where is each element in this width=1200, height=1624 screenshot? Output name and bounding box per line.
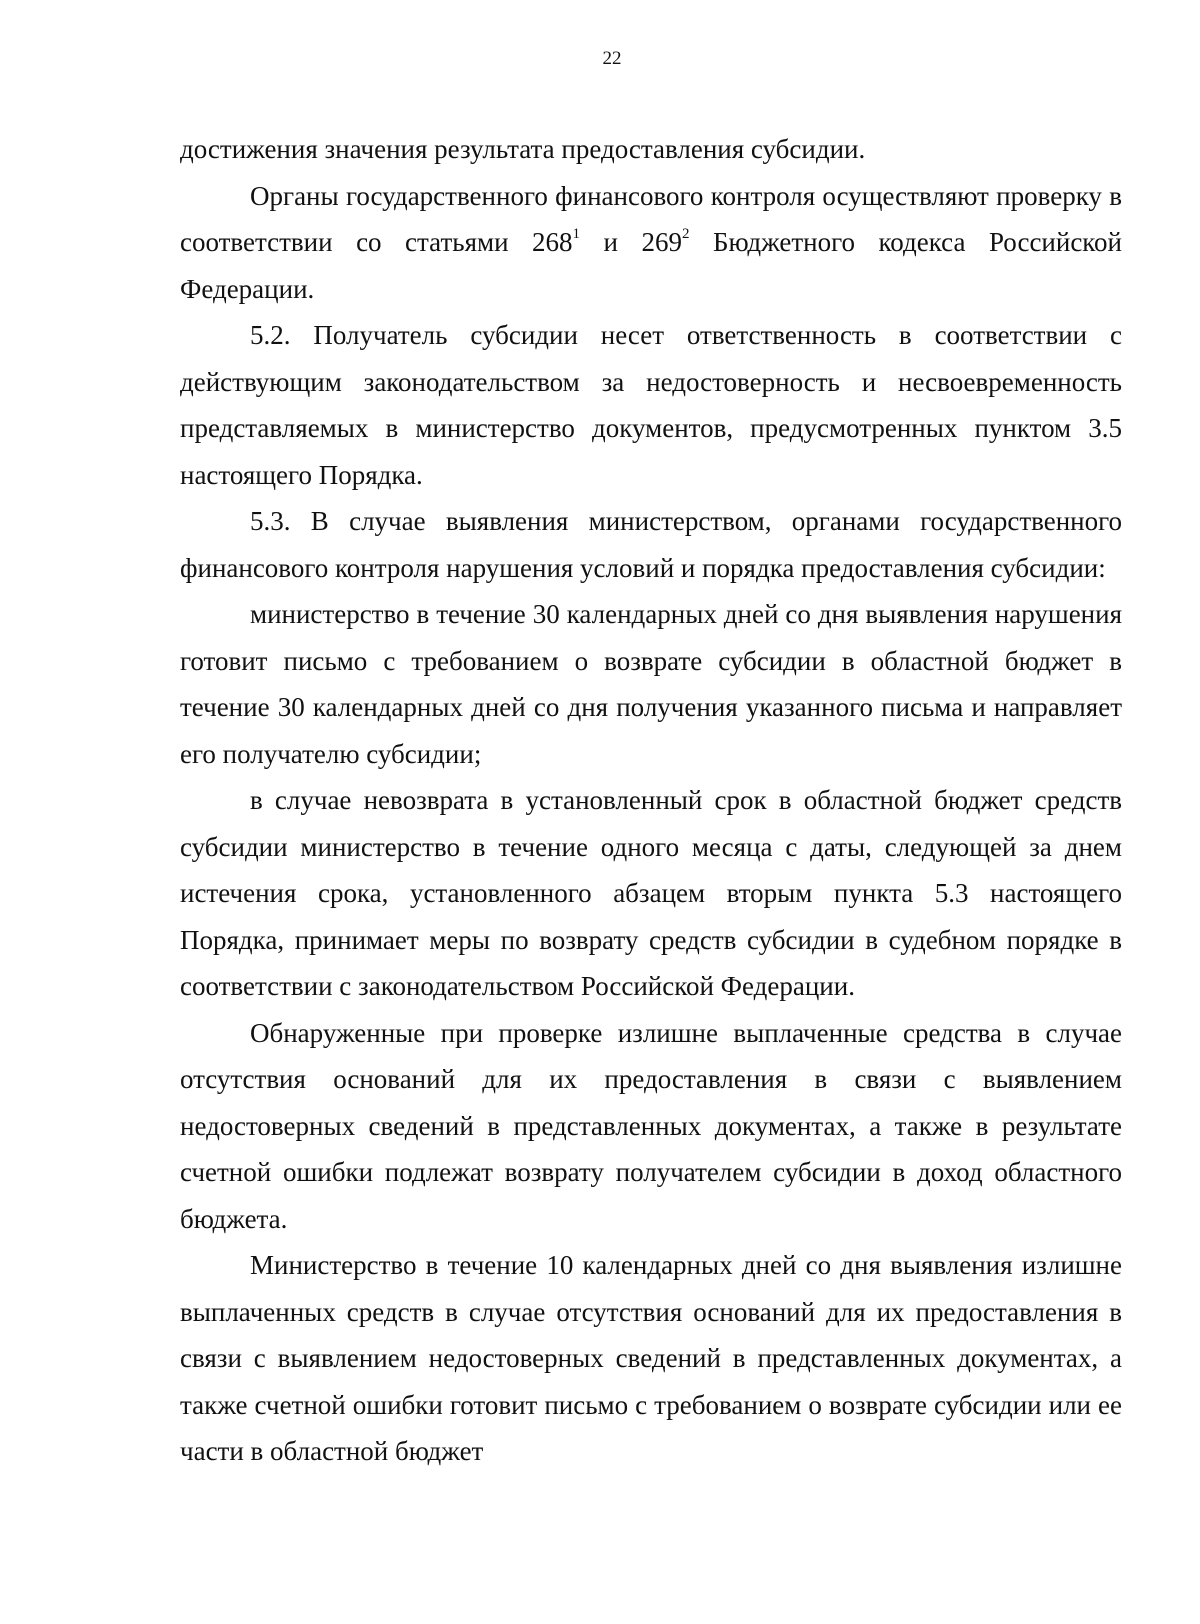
superscript-1: 1 [572, 226, 581, 242]
document-body [180, 126, 1122, 1475]
paragraph-text-part: и 269 [580, 227, 683, 257]
paragraph-text-part: Органы государственного финансового контроля осуществляют проверку в соответствии со статьями 268 [180, 180, 1122, 257]
paragraph-financial-control [180, 173, 1122, 313]
paragraph-5-2: 5.2. Получатель субсидии несет ответственность в соответствии с действующим законодательством за недостоверность и несвоевременность представляемых в министерство документов, предусмотренных пунктом 3.5 настоящего Порядка. [180, 320, 1122, 490]
paragraph-continuation: достижения значения результата предоставления субсидии. [180, 134, 866, 164]
page-number: 22 [602, 48, 622, 69]
paragraph-ministry-letter: министерство в течение 30 календарных дней со дня выявления нарушения готовит письмо с требованием о возврате субсидии в областной бюджет в течение 30 календарных дней со дня получения указанного письма и направляет его получателю субсидии; [180, 599, 1122, 769]
superscript-2: 2 [682, 226, 690, 242]
paragraph-5-3: 5.3. В случае выявления министерством, органами государственного финансового контроля нарушения условий и порядка предоставления субсидии: [180, 506, 1122, 583]
paragraph-ministry-10-days: Министерство в течение 10 календарных дней со дня выявления излишне выплаченных средств в случае отсутствия оснований для их предоставления в связи с выявлением недостоверных сведений в представленных документах, а также счетной ошибки готовит письмо с требованием о возврате субсидии или ее части в областной бюджет [180, 1250, 1122, 1466]
paragraph-overpaid-funds: Обнаруженные при проверке излишне выплаченные средства в случае отсутствия оснований для их предоставления в связи с выявлением недостоверных сведений в представленных документах, а также в результате счетной ошибки подлежат возврату получателем субсидии в доход областного бюджета. [180, 1017, 1122, 1234]
paragraph-text-part: Бюджетного кодекса Российской Федерации. [180, 227, 1123, 304]
paragraph-non-return: в случае невозврата в установленный срок в областной бюджет средств субсидии министерство в течение одного месяца с даты, следующей за днем истечения срока, установленного абзацем вторым пункта 5.3 настоящего Порядка, принимает меры по возврату средств субсидии в судебном порядке в соответствии с законодательством Российской Федерации. [180, 785, 1122, 1001]
